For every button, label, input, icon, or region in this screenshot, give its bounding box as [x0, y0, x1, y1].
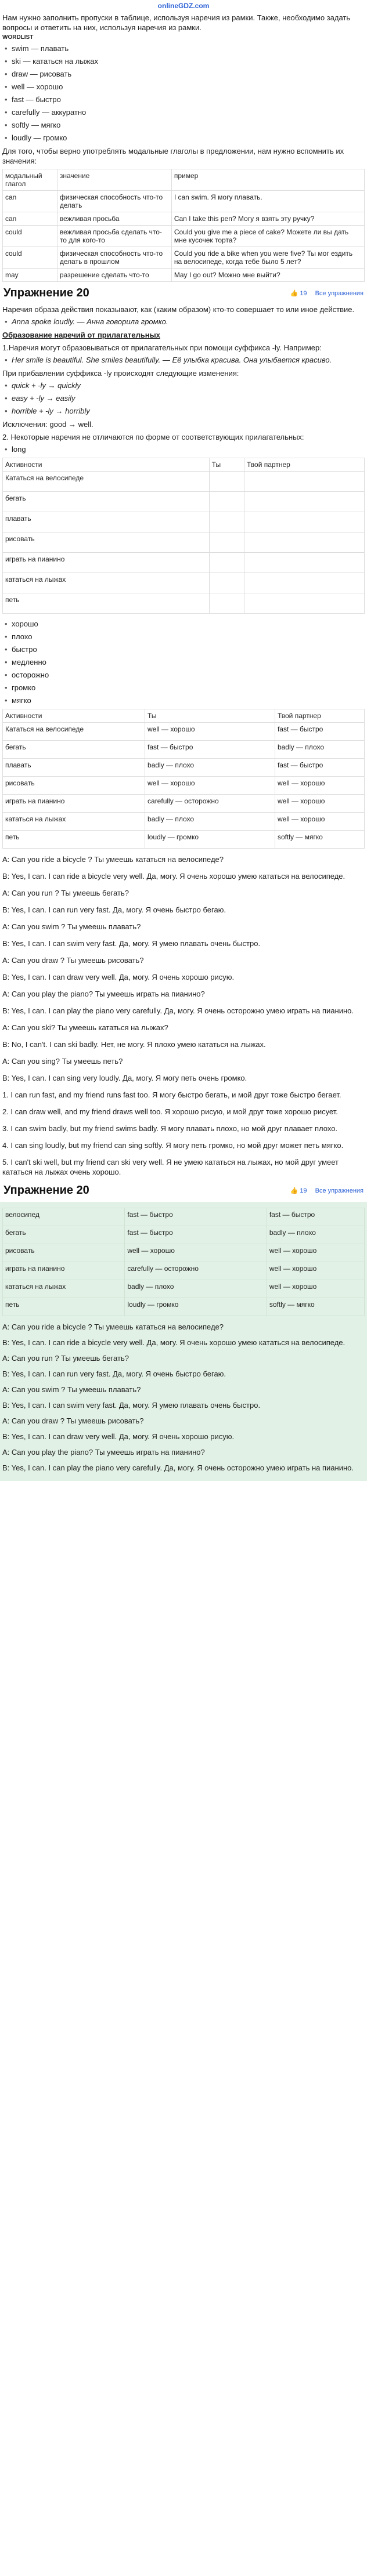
list-item: • fast — быстро — [12, 95, 365, 104]
dialog-line: A: Can you run ? Ты умеешь бегать? — [2, 889, 129, 897]
table-cell: fast — быстро — [275, 723, 364, 741]
table-row — [3, 1208, 365, 1226]
table-row — [3, 212, 365, 226]
table-row — [3, 777, 365, 795]
table-row — [3, 573, 365, 593]
table-cell — [209, 472, 244, 492]
dialog-line: A: Can you run ? Ты умеешь бегать? — [2, 1354, 129, 1363]
table-cell: could — [3, 247, 57, 269]
table-cell: играть на пианино — [3, 553, 210, 573]
site-header — [2, 0, 365, 9]
list-item: • easy + -ly → easily — [12, 394, 365, 403]
table-cell: badly — плохо — [145, 813, 275, 831]
thumb-icon: 👍 — [290, 1187, 298, 1194]
intro-paragraph: Нам нужно заполнить пропуски в таблице, используя наречия из рамки. Также, необходимо задать вопросы и ответить на них, используя наречия из рамки. — [2, 13, 351, 32]
table-cell: carefully — осторожно — [125, 1262, 267, 1280]
like-count: 19 — [300, 1187, 307, 1194]
wordlist-label: WORDLIST — [2, 34, 34, 41]
table-cell: плавать — [3, 512, 210, 532]
table-cell: well — хорошо — [275, 777, 364, 795]
table-row — [3, 269, 365, 282]
thumb-icon: 👍 — [290, 290, 298, 297]
table-cell: вежливая просьба — [57, 212, 171, 226]
list-item: • хорошо — [12, 619, 365, 628]
table-row — [3, 532, 365, 553]
table-cell: may — [3, 269, 57, 282]
table-cell — [244, 492, 364, 512]
list-item: • Anna spoke loudly. — Анна говорила громко. — [12, 317, 365, 326]
table-cell: Кататься на велосипеде — [3, 472, 210, 492]
dialog-line: A: Can you ride a bicycle ? Ты умеешь кататься на велосипеде? — [2, 855, 224, 864]
table-cell: вежливая просьба сделать что-то для кого-то — [57, 226, 171, 247]
site-logo[interactable]: onlineGDZ.com — [157, 2, 210, 10]
table-row — [3, 593, 365, 614]
dialog-block — [2, 854, 365, 1177]
list-item: • swim — плавать — [12, 44, 365, 53]
table-cell: кататься на лыжах — [3, 813, 145, 831]
table-row — [3, 492, 365, 512]
dialog-line: A: Can you draw ? Ты умеешь рисовать? — [2, 1416, 144, 1425]
dialog-line: A: Can you play the piano? Ты умеешь играть на пианино? — [2, 1448, 205, 1457]
adverb-list — [2, 44, 365, 142]
dialog-line: B: Yes, I can. I can sing very loudly. Да, могу. Я могу петь очень громко. — [2, 1074, 247, 1082]
table-cell: loudly — громко — [125, 1298, 267, 1316]
table-header-cell: Твой партнер — [275, 709, 364, 723]
rule-list — [2, 381, 365, 415]
table-cell: бегать — [3, 1226, 125, 1244]
dialog-line: 5. I can't ski well, but my friend can ski very well. Я не умею кататься на лыжах, но мой друг умеет кататься на лыжах очень хорошо. — [2, 1158, 339, 1176]
table-cell — [209, 512, 244, 532]
table-cell: badly — плохо — [267, 1226, 364, 1244]
table-cell: well — хорошо — [267, 1262, 364, 1280]
table-row — [3, 472, 365, 492]
dialog-line: A: Can you ride a bicycle ? Ты умеешь кататься на велосипеде? — [2, 1323, 224, 1331]
table-header-cell: значение — [57, 169, 171, 191]
table-row — [3, 512, 365, 532]
dialog-line: B: Yes, I can. I can run very fast. Да, могу. Я очень быстро бегаю. — [2, 905, 226, 914]
list-item: • осторожно — [12, 671, 365, 679]
table-cell: carefully — осторожно — [145, 795, 275, 813]
table-cell: softly — мягко — [267, 1298, 364, 1316]
table-header-cell: пример — [171, 169, 364, 191]
dialog-line: B: Yes, I can. I can swim very fast. Да, могу. Я умею плавать очень быстро. — [2, 1401, 261, 1410]
table-cell — [244, 512, 364, 532]
table-header-cell: Ты — [145, 709, 275, 723]
exercise-title: Упражнение 20 — [3, 1184, 89, 1197]
table-cell — [244, 553, 364, 573]
table-cell: I can swim. Я могу плавать. — [171, 191, 364, 212]
list-item: • быстро — [12, 645, 365, 654]
list-item: • loudly — громко — [12, 133, 365, 142]
table-header-cell: Твой партнер — [244, 458, 364, 472]
table-cell — [209, 573, 244, 593]
dialog-line: A: Can you swim ? Ты умеешь плавать? — [2, 1385, 141, 1394]
table-row — [3, 723, 365, 741]
table-cell — [209, 553, 244, 573]
table-cell: петь — [3, 1298, 125, 1316]
table-cell: плавать — [3, 759, 145, 777]
russian-adverb-list — [2, 619, 365, 705]
table-cell: loudly — громко — [145, 831, 275, 849]
all-exercises-link[interactable]: Все упражнения — [315, 289, 364, 297]
list-item: • Her smile is beautiful. She smiles beautifully. — Её улыбка красива. Она улыбается красиво. — [12, 356, 365, 364]
modal-verbs-table — [2, 169, 365, 282]
table-cell: well — хорошо — [145, 723, 275, 741]
table-cell — [244, 593, 364, 614]
grammar-p4: При прибавлении суффикса -ly происходят следующие изменения: — [2, 369, 239, 378]
list-item: • well — хорошо — [12, 82, 365, 91]
table-cell: softly — мягко — [275, 831, 364, 849]
table-cell: Can I take this pen? Могу я взять эту ручку? — [171, 212, 364, 226]
table-cell: well — хорошо — [267, 1244, 364, 1262]
green-answer-table — [2, 1208, 365, 1316]
dialog-line: 3. I can swim badly, but my friend swims badly. Я могу плавать плохо, но мой друг плавает плохо. — [2, 1124, 338, 1133]
dialog-line: B: Yes, I can. I can ride a bicycle very well. Да, могу. Я очень хорошо умею кататься на велосипеде. — [2, 872, 346, 881]
table-row — [3, 813, 365, 831]
table-cell: рисовать — [3, 777, 145, 795]
grammar-p5: Исключения: good → well. — [2, 420, 93, 429]
dialog-line: B: Yes, I can. I can play the piano very carefully. Да, могу. Я очень осторожно умею играть на пианино. — [2, 1006, 354, 1015]
dialog-line: B: Yes, I can. I can draw very well. Да, могу. Я очень хорошо рисую. — [2, 1432, 235, 1441]
table-cell: велосипед — [3, 1208, 125, 1226]
dialog-line: B: Yes, I can. I can run very fast. Да, могу. Я очень быстро бегаю. — [2, 1369, 226, 1378]
exercise-header — [2, 1184, 365, 1197]
grammar-subtitle: Образование наречий от прилагательных — [2, 331, 160, 339]
table-cell: well — хорошо — [267, 1280, 364, 1298]
table-row — [3, 795, 365, 813]
list-item: • softly — мягко — [12, 121, 365, 129]
table-header-cell: Активности — [3, 709, 145, 723]
table-cell — [209, 593, 244, 614]
table-cell: рисовать — [3, 1244, 125, 1262]
dialog-line: A: Can you sing? Ты умеешь петь? — [2, 1057, 123, 1066]
exercise-header — [2, 287, 365, 300]
table-cell: играть на пианино — [3, 1262, 125, 1280]
like-button[interactable] — [290, 289, 307, 297]
table-row — [3, 1280, 365, 1298]
modal-intro: Для того, чтобы верно употреблять модальные глаголы в предложении, нам нужно вспомнить их значения: — [2, 147, 344, 165]
table-cell: физическая способность что-то делать — [57, 191, 171, 212]
dialog-line: B: Yes, I can. I can draw very well. Да, могу. Я очень хорошо рисую. — [2, 973, 235, 981]
list-item: • плохо — [12, 632, 365, 641]
list-item: • громко — [12, 683, 365, 692]
table-cell: бегать — [3, 741, 145, 759]
table-row — [3, 1262, 365, 1280]
answer-block — [0, 1202, 367, 1481]
table-cell: well — хорошо — [275, 813, 364, 831]
list-item: • carefully — аккуратно — [12, 108, 365, 117]
list-item: • медленно — [12, 658, 365, 666]
table-header-cell: Активности — [3, 458, 210, 472]
table-cell: could — [3, 226, 57, 247]
table-cell: fast — быстро — [267, 1208, 364, 1226]
table-row — [3, 831, 365, 849]
table-cell: играть на пианино — [3, 795, 145, 813]
table-header-row — [3, 169, 365, 191]
list-item: • quick + -ly → quickly — [12, 381, 365, 390]
table-cell: физическая способность что-то делать в прошлом — [57, 247, 171, 269]
table-row — [3, 226, 365, 247]
table-row — [3, 1244, 365, 1262]
grammar-p1: Наречия образа действия показывают, как (каким образом) кто-то совершает то или иное действие. — [2, 305, 355, 314]
like-count: 19 — [300, 290, 307, 297]
dialog-line: 1. I can run fast, and my friend runs fast too. Я могу быстро бегать, и мой друг тоже быстро бегает. — [2, 1090, 341, 1099]
table-cell: Кататься на велосипеде — [3, 723, 145, 741]
table-row — [3, 741, 365, 759]
dialog-line: A: Can you ski? Ты умеешь кататься на лыжах? — [2, 1023, 168, 1032]
table-cell: петь — [3, 831, 145, 849]
table-cell: бегать — [3, 492, 210, 512]
grammar-p2: 1.Наречия могут образовываться от прилагательных при помощи суффикса -ly. Например: — [2, 343, 322, 352]
table-cell — [244, 573, 364, 593]
all-exercises-link[interactable]: Все упражнения — [315, 1187, 364, 1194]
table-cell — [244, 532, 364, 553]
activity-table — [2, 458, 365, 614]
dialog-line: 4. I can sing loudly, but my friend can sing softly. Я могу петь громко, но мой друг может петь мягко. — [2, 1141, 344, 1150]
example-list — [2, 317, 365, 326]
example-list — [2, 356, 365, 364]
table-cell: badly — плохо — [125, 1280, 267, 1298]
table-row — [3, 553, 365, 573]
dialog-line: A: Can you play the piano? Ты умеешь играть на пианино? — [2, 990, 205, 998]
dialog-line: A: Can you draw ? Ты умеешь рисовать? — [2, 956, 144, 965]
table-header-row — [3, 709, 365, 723]
table-cell: разрешение сделать что-то — [57, 269, 171, 282]
table-cell: can — [3, 191, 57, 212]
exercise-links — [290, 289, 364, 297]
table-cell — [209, 532, 244, 553]
table-cell: fast — быстро — [145, 741, 275, 759]
same-form-list — [2, 445, 365, 454]
table-cell: May I go out? Можно мне выйти? — [171, 269, 364, 282]
table-cell: кататься на лыжах — [3, 1280, 125, 1298]
table-row — [3, 247, 365, 269]
table-cell: badly — плохо — [275, 741, 364, 759]
table-cell: well — хорошо — [275, 795, 364, 813]
dialog-line: B: No, I can't. I can ski badly. Нет, не могу. Я плохо умею кататься на лыжах. — [2, 1040, 266, 1049]
table-cell: кататься на лыжах — [3, 573, 210, 593]
table-cell: fast — быстро — [275, 759, 364, 777]
table-cell: can — [3, 212, 57, 226]
list-item: • horrible + -ly → horribly — [12, 407, 365, 415]
list-item: • ski — кататься на лыжах — [12, 57, 365, 66]
table-cell — [209, 492, 244, 512]
table-row — [3, 759, 365, 777]
grammar-p6: 2. Некоторые наречия не отличаются по форме от соответствующих прилагательных: — [2, 433, 304, 441]
table-header-cell: модальный глагол — [3, 169, 57, 191]
table-cell: петь — [3, 593, 210, 614]
dialog-line: B: Yes, I can. I can ride a bicycle very well. Да, могу. Я очень хорошо умею кататься на велосипеде. — [2, 1338, 346, 1347]
table-cell: fast — быстро — [125, 1208, 267, 1226]
table-cell: Could you ride a bike when you were five? Ты мог ездить на велосипеде, когда тебе было 5 лет? — [171, 247, 364, 269]
list-item: • draw — рисовать — [12, 70, 365, 78]
list-item: • long — [12, 445, 365, 454]
dialog-line: B: Yes, I can. I can play the piano very carefully. Да, могу. Я очень осторожно умею играть на пианино. — [2, 1463, 354, 1472]
table-cell: badly — плохо — [145, 759, 275, 777]
table-cell: Could you give me a piece of cake? Можете ли вы дать мне кусочек торта? — [171, 226, 364, 247]
answer-table — [2, 709, 365, 849]
table-row — [3, 191, 365, 212]
table-header-row — [3, 458, 365, 472]
table-cell: fast — быстро — [125, 1226, 267, 1244]
table-cell — [244, 472, 364, 492]
exercise-title: Упражнение 20 — [3, 287, 89, 299]
dialog-line: B: Yes, I can. I can swim very fast. Да, могу. Я умею плавать очень быстро. — [2, 939, 261, 948]
table-row — [3, 1226, 365, 1244]
list-item: • мягко — [12, 696, 365, 705]
table-cell: well — хорошо — [145, 777, 275, 795]
dialog-line: A: Can you swim ? Ты умеешь плавать? — [2, 922, 141, 931]
table-cell: well — хорошо — [125, 1244, 267, 1262]
dialog-line: 2. I can draw well, and my friend draws well too. Я хорошо рисую, и мой друг тоже хорошо рисует. — [2, 1107, 338, 1116]
like-button[interactable] — [290, 1187, 307, 1194]
table-row — [3, 1298, 365, 1316]
table-header-cell: Ты — [209, 458, 244, 472]
table-cell: рисовать — [3, 532, 210, 553]
exercise-links — [290, 1187, 364, 1194]
